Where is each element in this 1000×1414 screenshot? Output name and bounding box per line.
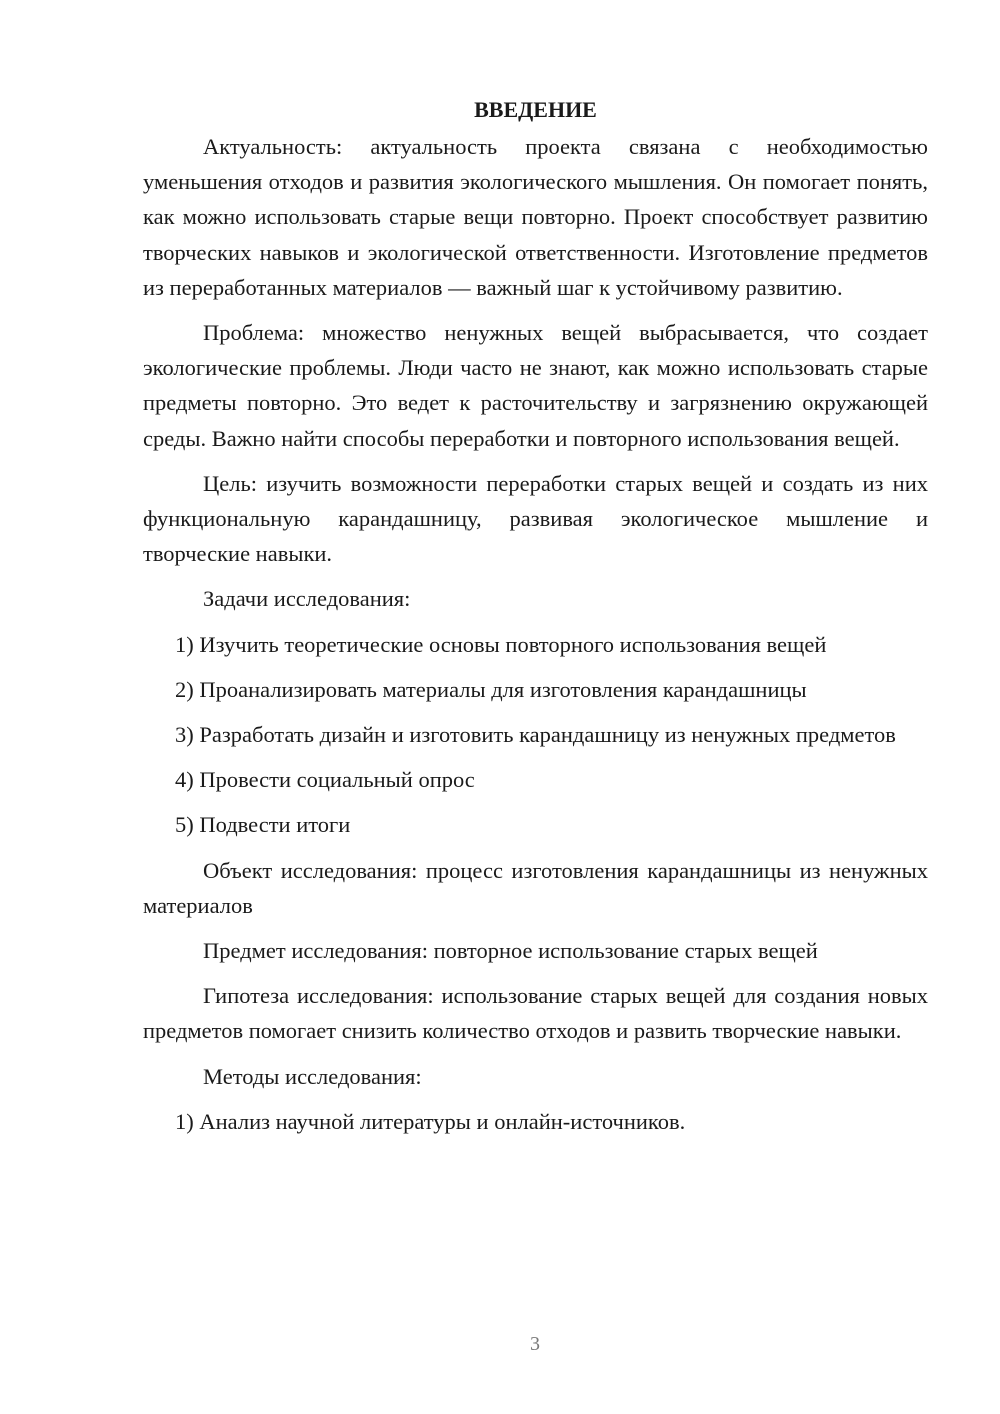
document-page (143, 95, 928, 1149)
paragraph-relevance: Актуальность: актуальность проекта связана с необходимостью уменьшения отходов и развития экологического мышления. Он помогает понять, как можно использовать старые вещи повторно. Проект способствует развитию творческих навыков и экологической ответственности. Изготовление предметов из переработанных материалов — важный шаг к устойчивому развитию. (143, 134, 928, 300)
paragraph-object: Объект исследования: процесс изготовления карандашницы из ненужных материалов (143, 857, 928, 918)
method-item-1: 1) Анализ научной литературы и онлайн-источников. (175, 1108, 686, 1134)
methods-heading: Методы исследования: (203, 1063, 422, 1089)
paragraph-hypothesis: Гипотеза исследования: использование старых вещей для создания новых предметов помогает снизить количество отходов и развить творческие навыки. (143, 983, 928, 1044)
page-title: ВВЕДЕНИЕ (474, 97, 597, 122)
paragraph-goal: Цель: изучить возможности переработки старых вещей и создать из них функциональную карандашницу, развивая экологическое мышление и творческие навыки. (143, 470, 928, 567)
task-item-4: 4) Провести социальный опрос (175, 767, 475, 793)
page-number: 3 (530, 1333, 540, 1355)
tasks-heading: Задачи исследования: (203, 586, 411, 612)
task-item-3: 3) Разработать дизайн и изготовить карандашницу из ненужных предметов (175, 722, 896, 748)
paragraph-subject: Предмет исследования: повторное использование старых вещей (203, 938, 818, 964)
task-item-2: 2) Проанализировать материалы для изготовления карандашницы (175, 676, 807, 702)
task-item-5: 5) Подвести итоги (175, 812, 351, 838)
task-item-1: 1) Изучить теоретические основы повторного использования вещей (175, 631, 827, 657)
paragraph-problem: Проблема: множество ненужных вещей выбрасывается, что создает экологические проблемы. Люди часто не знают, как можно использовать старые предметы повторно. Это ведет к расточительству и загрязнению окружающей среды. Важно найти способы переработки и повторного использования вещей. (143, 320, 928, 451)
